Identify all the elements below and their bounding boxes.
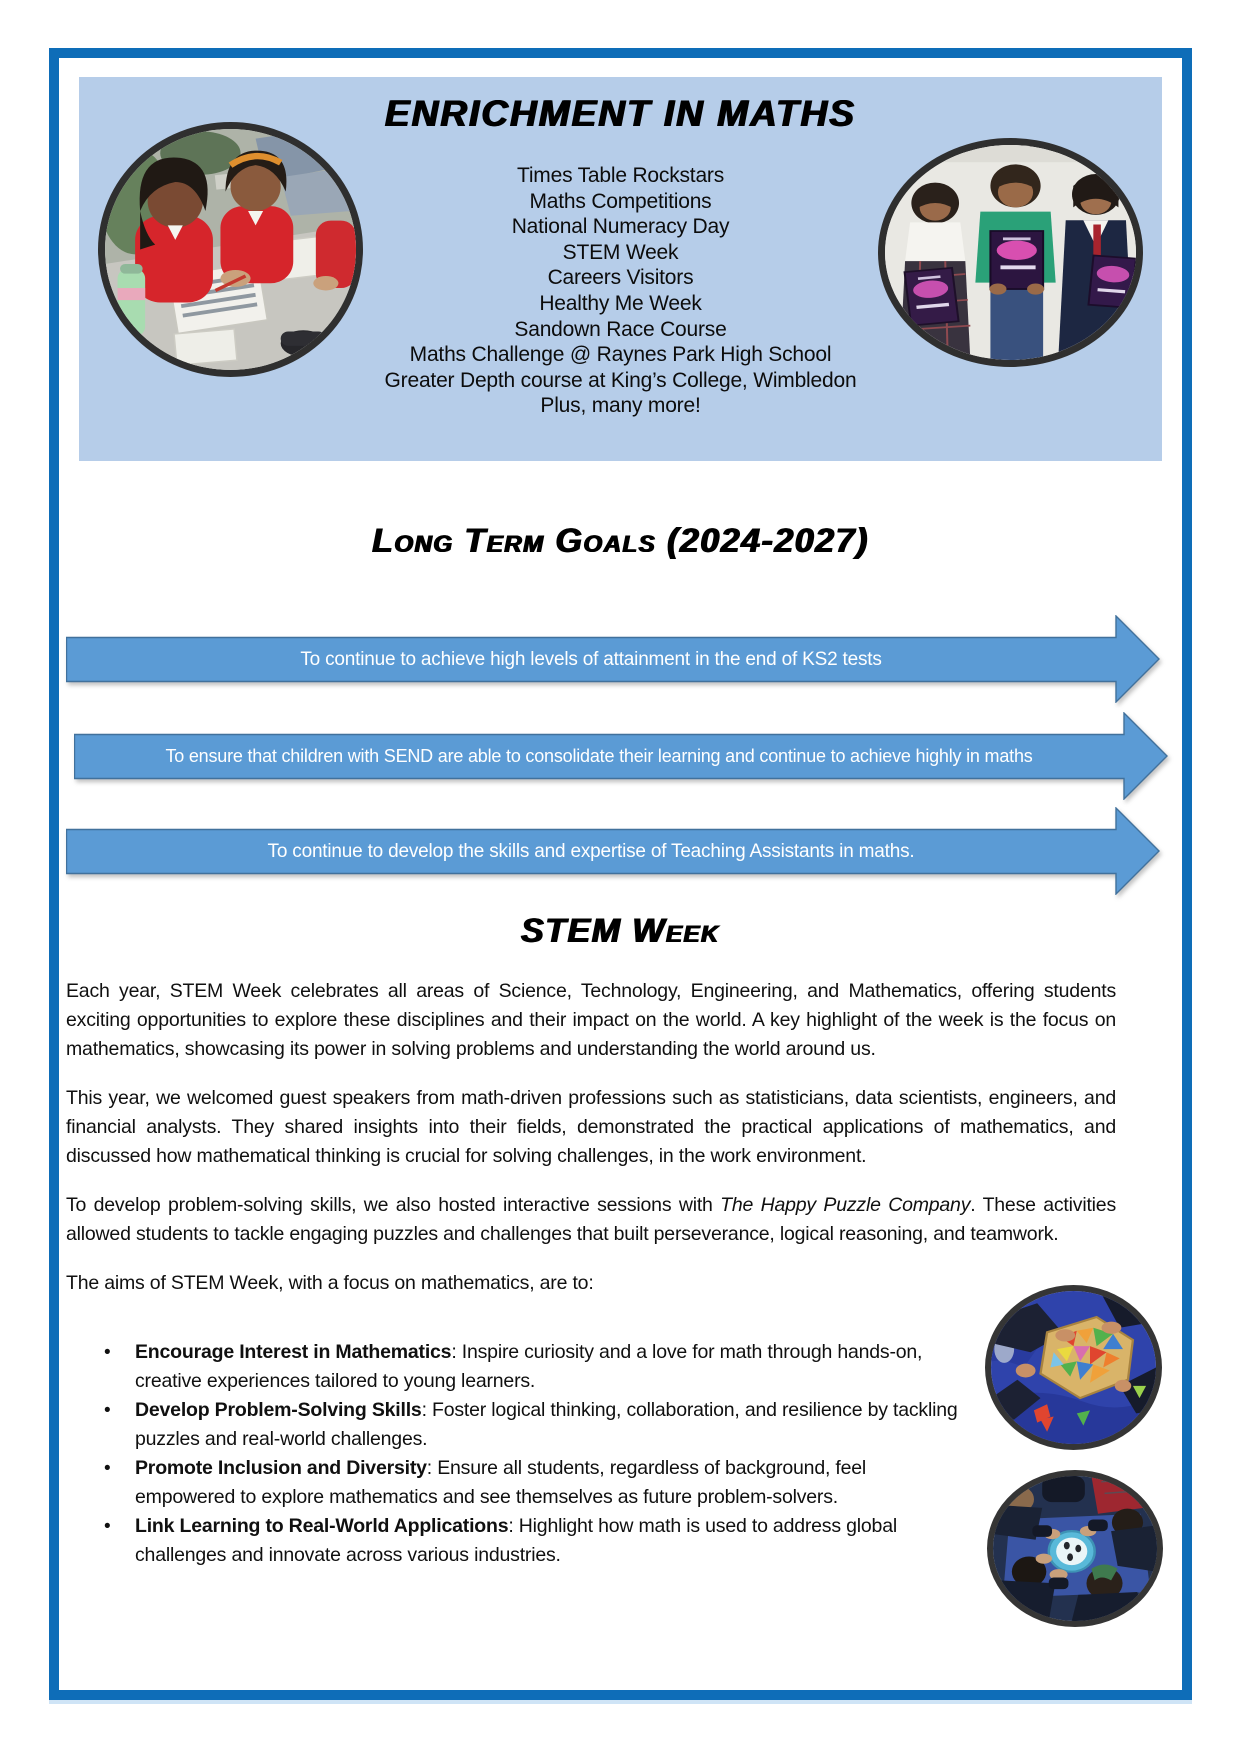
aim-label: Develop Problem-Solving Skills [135, 1399, 422, 1421]
aim-text: : Highlight how math is used to address global challenges and innovate across various industries. [135, 1515, 897, 1566]
aim-item-4 [66, 1512, 968, 1570]
pupils-worksheet-photo [98, 122, 363, 377]
children-certificates-photo [878, 138, 1143, 367]
bullet-icon: • [104, 1516, 111, 1537]
puzzle-session-photo-image [991, 1291, 1156, 1444]
stem-aims-list [66, 1338, 968, 1570]
activity-line: Maths Challenge @ Raynes Park High School [409, 343, 832, 367]
aim-text: : Foster logical thinking, collaboration, and resilience by tackling puzzles and real-world challenges. [135, 1399, 958, 1450]
activity-line: Maths Competitions [529, 189, 712, 213]
children-certificates-photo-image [885, 145, 1136, 360]
enrichment-header-box [79, 77, 1162, 461]
happy-puzzle-company-italic: The Happy Puzzle Company [720, 1194, 971, 1216]
aims-intro: The aims of STEM Week, with a focus on mathematics, are to: [66, 1272, 594, 1294]
robot-game-photo [987, 1470, 1163, 1627]
goal-text: To ensure that children with SEND are able to consolidate their learning and continue to achieve highly in maths [165, 746, 1033, 766]
goal-text: To continue to develop the skills and expertise of Teaching Assistants in maths. [267, 840, 915, 862]
goal-text: To continue to achieve high levels of attainment in the end of KS2 tests [300, 648, 882, 670]
bullet-icon: • [104, 1458, 111, 1479]
aim-item-3 [66, 1454, 968, 1512]
long-term-goals-heading: Long Term Goals (2024-2027) [372, 522, 869, 560]
paragraph-2: This year, we welcomed guest speakers from math-driven professions such as statisticians, data scientists, engineers, and financial analysts. They shared insights into their fields, demonstrated the practical applications of mathematics, and discussed how mathematical thinking is crucial for solving challenges, in the work environment. [66, 1087, 1116, 1167]
paragraph-3-start: To develop problem-solving skills, we also hosted interactive sessions with [66, 1194, 721, 1216]
aim-text: : Inspire curiosity and a love for math through hands-on, creative experiences tailored to young learners. [135, 1341, 923, 1392]
goal-arrow-1 [66, 615, 1161, 703]
robot-game-photo-image [993, 1476, 1157, 1621]
stem-week-body [66, 977, 1116, 1318]
pupils-worksheet-photo-image [105, 129, 356, 370]
bullet-icon: • [104, 1400, 111, 1421]
stem-week-heading: STEM Week [521, 912, 720, 950]
goal-arrow-3 [66, 807, 1161, 895]
aim-item-2 [66, 1396, 968, 1454]
paragraph-3-end: . These activities allowed students to tackle engaging puzzles and challenges that built perseverance, logical reasoning, and teamwork. [66, 1194, 1116, 1245]
activity-line: Times Table Rockstars [516, 164, 725, 187]
bullet-icon: • [104, 1342, 111, 1363]
aim-text: : Ensure all students, regardless of background, feel empowered to explore mathematics and see themselves as future problem-solvers. [135, 1457, 867, 1508]
page-title: ENRICHMENT IN MATHS [384, 93, 856, 134]
activity-line: Careers Visitors [547, 266, 694, 290]
activity-line: Plus, many more! [540, 394, 701, 418]
aim-item-1 [66, 1338, 968, 1396]
puzzle-session-photo [985, 1285, 1162, 1450]
aim-label: Link Learning to Real-World Applications [135, 1515, 509, 1537]
activity-line: Greater Depth course at King’s College, Wimbledon [384, 368, 857, 392]
aim-label: Promote Inclusion and Diversity [135, 1457, 427, 1479]
paragraph-3 [66, 1191, 1116, 1249]
activity-line: STEM Week [562, 240, 679, 264]
paragraph-1: Each year, STEM Week celebrates all areas of Science, Technology, Engineering, and Mathematics, offering students exciting opportunities to explore these disciplines and their impact on the world. A key highlight of the week is the focus on mathematics, showcasing its power in solving problems and understanding the world around us. [66, 980, 1116, 1060]
activity-line: National Numeracy Day [511, 215, 730, 239]
activity-line: Healthy Me Week [539, 291, 702, 315]
activity-line: Sandown Race Course [514, 317, 727, 341]
goal-arrow-2 [74, 712, 1169, 800]
aim-label: Encourage Interest in Mathematics [135, 1341, 452, 1363]
